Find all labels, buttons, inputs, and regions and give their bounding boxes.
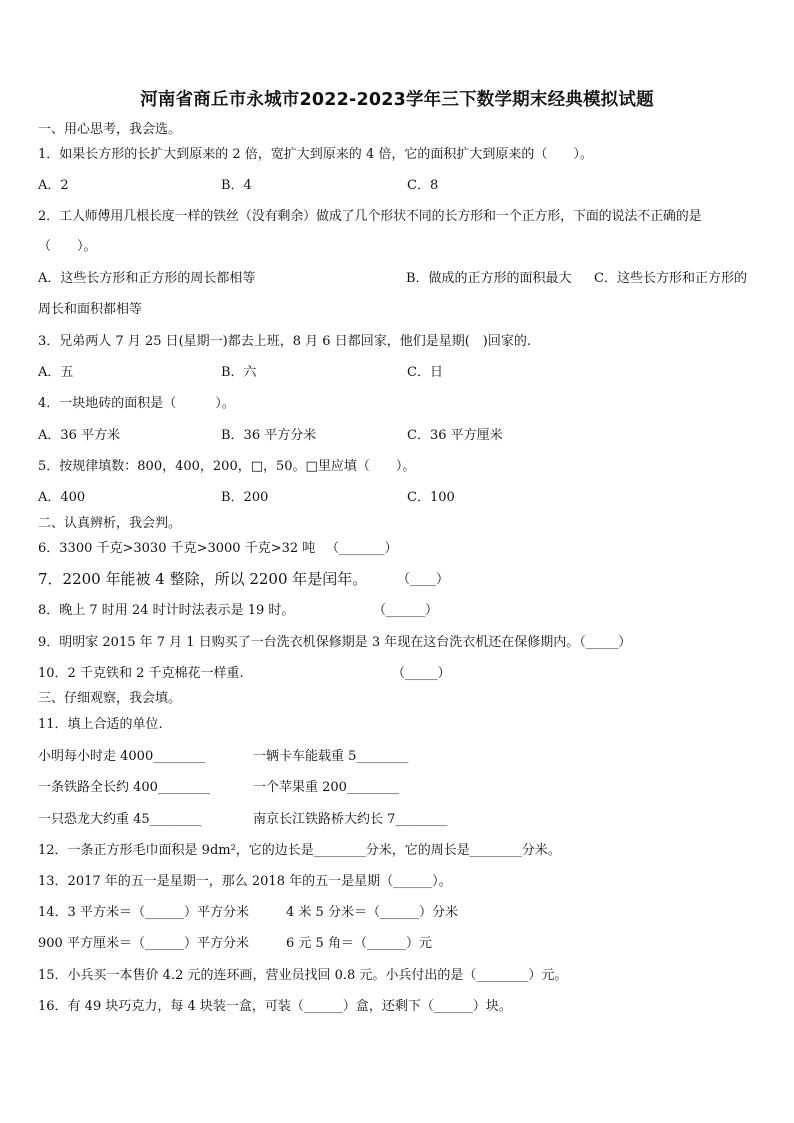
section-2-heading: 二、认真辨析，我会判。	[38, 516, 182, 531]
q11-item-5: 一只恐龙大约重 45________	[38, 812, 202, 827]
q5-option-a: A．400	[38, 490, 86, 505]
q4-option-a: A．36 平方米	[38, 428, 121, 443]
q6-answer-blank[interactable]: （_______）	[326, 541, 398, 556]
q11-item-2: 一辆卡车能载重 5________	[253, 749, 409, 764]
question-2-line-2: （ ）。	[38, 239, 97, 254]
q5-option-c: C．100	[407, 490, 455, 505]
question-6: 6．3300 千克>3030 千克>3000 千克>32 吨	[38, 541, 316, 556]
section-3-heading: 三、仔细观察，我会填。	[38, 691, 182, 706]
question-13: 13．2017 年的五一是星期一，那么 2018 年的五一是星期（______）。	[38, 874, 452, 889]
question-16: 16．有 49 块巧克力，每 4 块装一盒，可装（______）盒，还剩下（______）块。	[38, 999, 512, 1014]
page-title: 河南省商丘市永城市2022-2023学年三下数学期末经典模拟试题	[140, 90, 654, 110]
question-9: 9．明明家 2015 年 7 月 1 日购买了一台洗衣机保修期是 3 年现在这台洗衣机还在保修期内。（_____）	[38, 635, 632, 650]
q11-item-3: 一条铁路全长约 400________	[38, 780, 210, 795]
q3-option-b: B．六	[221, 365, 257, 380]
question-3: 3．兄弟两人 7 月 25 日(星期一)都去上班，8 月 6 日都回家，他们是星期( )回家的.	[38, 334, 531, 349]
question-15: 15．小兵买一本售价 4.2 元的连环画，营业员找回 0.8 元。小兵付出的是（________）元。	[38, 968, 568, 983]
q11-item-1: 小明每小时走 4000________	[38, 749, 206, 764]
q1-option-c: C．8	[407, 178, 439, 193]
q2-option-a: A．这些长方形和正方形的周长都相等	[38, 271, 256, 286]
q14-item-4: 6 元 5 角＝（______）元	[286, 936, 432, 951]
q2-option-c-continued: 周长和面积都相等	[38, 302, 143, 317]
question-10: 10．2 千克铁和 2 千克棉花一样重.	[38, 666, 244, 681]
q4-option-b: B．36 平方分米	[221, 428, 317, 443]
q2-option-b: B．做成的正方形的面积最大	[406, 271, 572, 286]
q1-option-b: B．4	[221, 178, 252, 193]
question-5: 5．按规律填数：800，400，200，□，50。□里应填（ ）。	[38, 459, 416, 474]
q11-item-6: 南京长江铁路桥大约长 7________	[253, 812, 448, 827]
q14-item-1: 14．3 平方米＝（______）平方分米	[38, 905, 249, 920]
q4-option-c: C．36 平方厘米	[407, 428, 503, 443]
question-7: 7．2200 年能被 4 整除，所以 2200 年是闰年。	[38, 570, 368, 588]
q7-answer-blank[interactable]: （____）	[397, 572, 450, 587]
question-11: 11．填上合适的单位.	[38, 717, 163, 732]
q5-option-b: B．200	[221, 490, 269, 505]
q2-option-c: C．这些长方形和正方形的	[594, 271, 747, 286]
section-1-heading: 一、用心思考，我会选。	[38, 122, 182, 137]
q3-option-c: C．日	[407, 365, 443, 380]
q14-item-3: 900 平方厘米＝（______）平方分米	[38, 936, 249, 951]
q3-option-a: A．五	[38, 365, 74, 380]
q10-answer-blank[interactable]: （_____）	[392, 666, 451, 681]
question-1: 1．如果长方形的长扩大到原来的 2 倍，宽扩大到原来的 4 倍，它的面积扩大到原来的（ ）。	[38, 147, 593, 162]
question-12: 12．一条正方形毛巾面积是 9dm²，它的边长是________分米，它的周长是________分米。	[38, 843, 561, 858]
question-2-line-1: 2．工人师傅用几根长度一样的铁丝（没有剩余）做成了几个形状不同的长方形和一个正方形，下面的说法不正确的是	[38, 209, 702, 224]
q11-item-4: 一个苹果重 200________	[253, 780, 399, 795]
q1-option-a: A．2	[38, 178, 69, 193]
q8-answer-blank[interactable]: （______）	[373, 603, 439, 618]
question-8: 8．晚上 7 时用 24 时计时法表示是 19 时。	[38, 603, 295, 618]
q14-item-2: 4 米 5 分米＝（______）分米	[286, 905, 458, 920]
question-4: 4．一块地砖的面积是（ ）。	[38, 396, 235, 411]
